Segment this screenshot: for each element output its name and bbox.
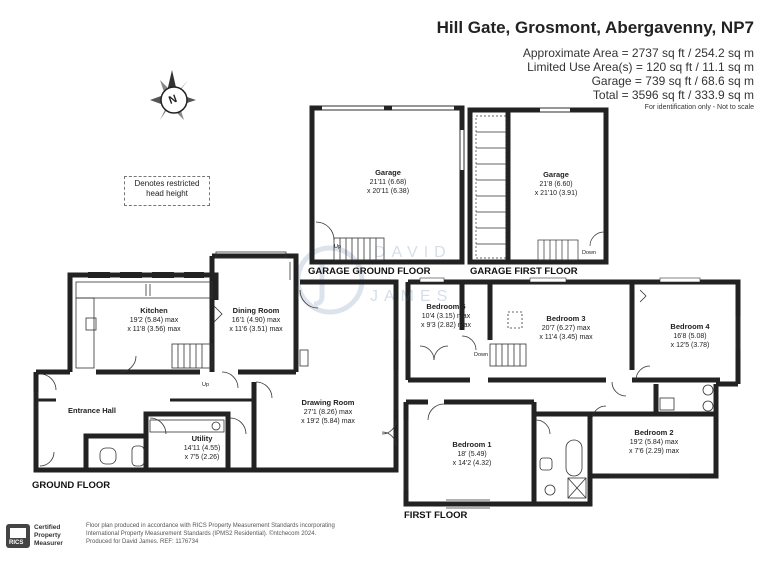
legend-line-1: Denotes restricted <box>134 179 200 188</box>
room-bedroom-2 <box>629 428 679 456</box>
room-name: Garage <box>375 168 401 177</box>
room-utility <box>184 434 221 462</box>
first-floor-label: FIRST FLOOR <box>404 510 468 521</box>
room-dim: x 11'8 (3.56) max <box>127 326 181 333</box>
room-dim: x 9'3 (2.82) max <box>421 322 471 329</box>
footer-line: International Property Measurement Standards (IPMS2 Residential). ©ntchecom 2024. <box>86 531 317 537</box>
identification-note: For identification only - Not to scale <box>644 104 754 111</box>
rics-certified-text <box>34 524 63 548</box>
stair-down-garage: Down <box>582 250 597 256</box>
room-dim: 18' (5.49) <box>457 451 487 458</box>
room-drawing <box>301 398 355 426</box>
room-dim: x 19'2 (5.84) max <box>301 418 355 425</box>
watermark-line-1: DAVID <box>374 244 452 261</box>
room-dim: x 12'5 (3.78) <box>670 342 710 349</box>
room-name: Bedroom 3 <box>546 314 586 323</box>
badge-line: Measurer <box>34 540 63 547</box>
room-name: Entrance Hall <box>68 406 116 415</box>
room-name: Garage <box>543 170 569 179</box>
room-entrance-hall <box>68 406 116 416</box>
room-dim: 21'11 (6.68) <box>369 179 407 186</box>
room-name: Utility <box>191 434 213 443</box>
property-title: Hill Gate, Grosmont, Abergavenny, NP7 <box>436 18 754 37</box>
room-dim: x 11'6 (3.51) max <box>229 326 283 333</box>
room-dim: 16'8 (5.08) <box>673 333 707 340</box>
legend-line-2: head height <box>146 189 188 198</box>
garage-ground-floor-label: GARAGE GROUND FLOOR <box>308 266 431 277</box>
stair-up-ground: Up <box>202 382 210 388</box>
room-bedroom-1 <box>452 440 491 468</box>
footer-line: Produced for David James. REF: 1176734 <box>86 539 199 545</box>
room-dim: 16'1 (4.90) max <box>231 317 281 324</box>
footer-line: Floor plan produced in accordance with RICS Property Measurement Standards incorporating <box>86 523 335 529</box>
compass-letter: N <box>167 93 179 107</box>
garage-first-floor-label: GARAGE FIRST FLOOR <box>470 266 578 277</box>
rics-brand: RICS <box>9 540 24 546</box>
room-dim: x 14'2 (4.32) <box>452 460 492 467</box>
limited-use-area: Limited Use Area(s) = 120 sq ft / 11.1 sq m <box>527 60 754 74</box>
room-garage-first <box>535 170 578 198</box>
room-dim: 14'11 (4.55) <box>183 445 221 452</box>
room-name: Bedroom 4 <box>670 322 710 331</box>
room-name: Kitchen <box>140 306 168 315</box>
room-dim: x 7'5 (2.26) <box>184 454 220 461</box>
room-dim: 20'7 (6.27) max <box>541 325 591 332</box>
room-name: Bedroom 1 <box>452 440 492 449</box>
badge-line: Certified <box>34 524 61 531</box>
restricted-head-height-legend <box>124 176 210 206</box>
room-bedroom-3 <box>539 314 592 342</box>
footer-note <box>86 522 386 546</box>
room-dim: 27'1 (8.26) max <box>303 409 353 416</box>
approx-area: Approximate Area = 2737 sq ft / 254.2 sq m <box>522 46 754 60</box>
room-dim: 10'4 (3.15) max <box>421 313 471 320</box>
room-name: Bedroom 2 <box>634 428 674 437</box>
room-name: Bedroom 5 <box>426 302 466 311</box>
room-dim: x 11'4 (3.45) max <box>539 334 593 341</box>
room-dim: x 7'6 (2.29) max <box>629 448 679 455</box>
room-dim: x 21'10 (3.91) <box>534 190 578 197</box>
stair-down-first: Down <box>474 352 489 358</box>
ground-floor-label: GROUND FLOOR <box>32 480 111 491</box>
room-dim: 19'2 (5.84) max <box>129 317 179 324</box>
stair-up-garage: Up <box>334 244 342 250</box>
room-dining <box>229 306 282 334</box>
room-dim: 21'8 (6.60) <box>539 181 573 188</box>
total-area: Total = 3596 sq ft / 333.9 sq m <box>592 88 754 102</box>
room-dim: 19'2 (5.84) max <box>629 439 679 446</box>
garage-area: Garage = 739 sq ft / 68.6 sq m <box>591 74 754 88</box>
watermark-line-2: JAMES <box>370 288 454 305</box>
room-name: Dining Room <box>232 306 280 315</box>
room-name: Drawing Room <box>301 398 355 407</box>
room-kitchen <box>127 306 180 334</box>
room-bedroom-4 <box>670 322 709 350</box>
room-dim: x 20'11 (6.38) <box>366 188 410 195</box>
badge-line: Property <box>34 532 61 539</box>
room-garage-ground <box>367 168 409 196</box>
room-bedroom-5 <box>421 302 471 330</box>
